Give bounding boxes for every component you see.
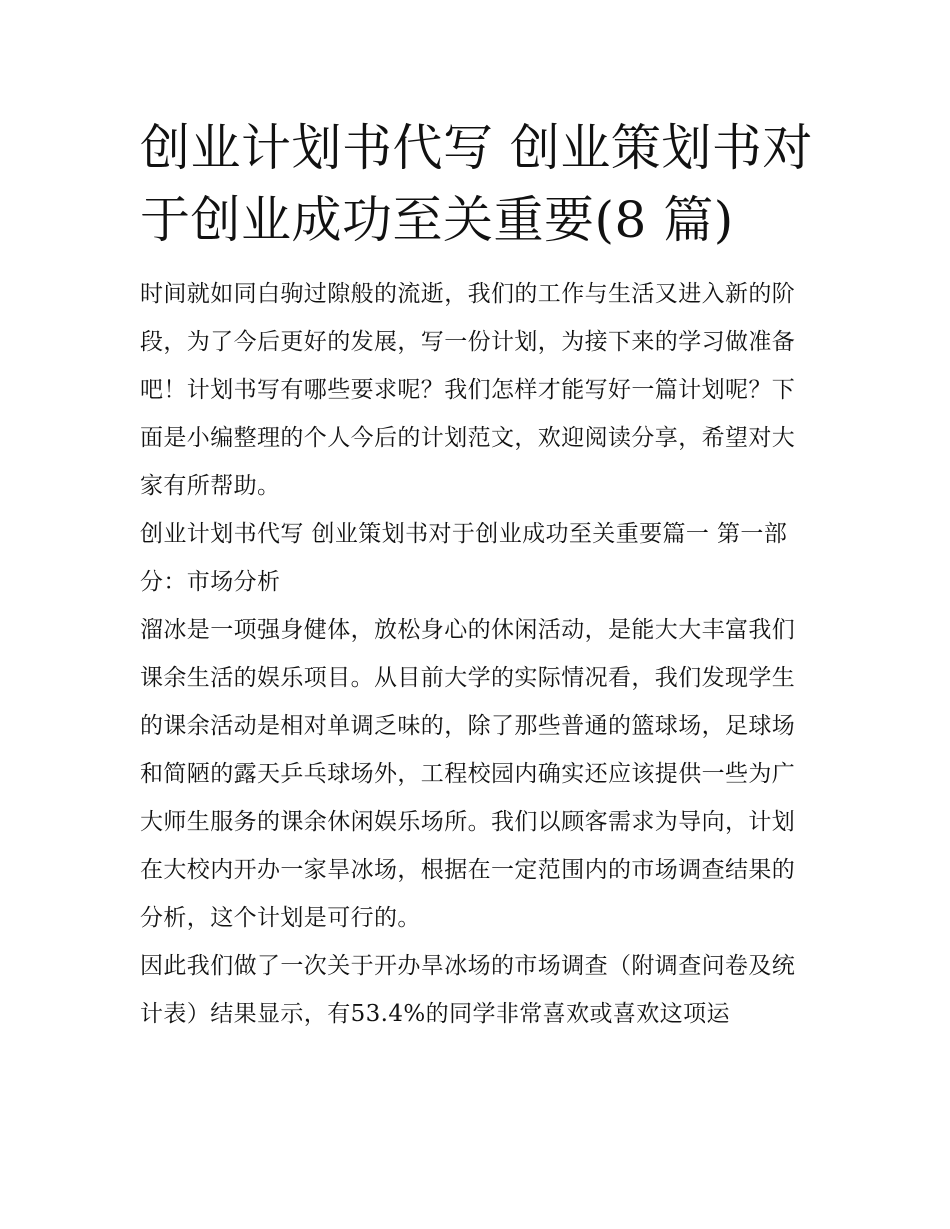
document-title: 创业计划书代写 创业策划书对于创业成功至关重要(8 篇) bbox=[140, 119, 813, 249]
intro-paragraph: 时间就如同白驹过隙般的流逝，我们的工作与生活又进入新的阶段，为了今后更好的发展，写一份计划，为接下来的学习做准备吧！计划书写有哪些要求呢？我们怎样才能写好一篇计划呢？下面是小编整理的个人今后的计划范文，欢迎阅读分享，希望对大家有所帮助。 bbox=[140, 281, 796, 499]
market-analysis-paragraph: 溜冰是一项强身健体，放松身心的休闲活动，是能大大丰富我们课余生活的娱乐项目。从目前大学的实际情况看，我们发现学生的课余活动是相对单调乏味的，除了那些普通的篮球场，足球场和简陋的露天乒乓球场外，工程校园内确实还应该提供一些为广大师生服务的课余休闲娱乐场所。我们以顾客需求为导向，计划在大校内开办一家旱冰场，根据在一定范围内的市场调查结果的分析，这个计划是可行的。 bbox=[140, 617, 796, 931]
section-heading-paragraph: 创业计划书代写 创业策划书对于创业成功至关重要篇一 第一部分：市场分析 bbox=[140, 521, 788, 595]
survey-paragraph: 因此我们做了一次关于开办旱冰场的市场调查（附调查问卷及统计表）结果显示，有53.4%的同学非常喜欢或喜欢这项运 bbox=[140, 953, 796, 1027]
document-body bbox=[140, 112, 815, 1038]
